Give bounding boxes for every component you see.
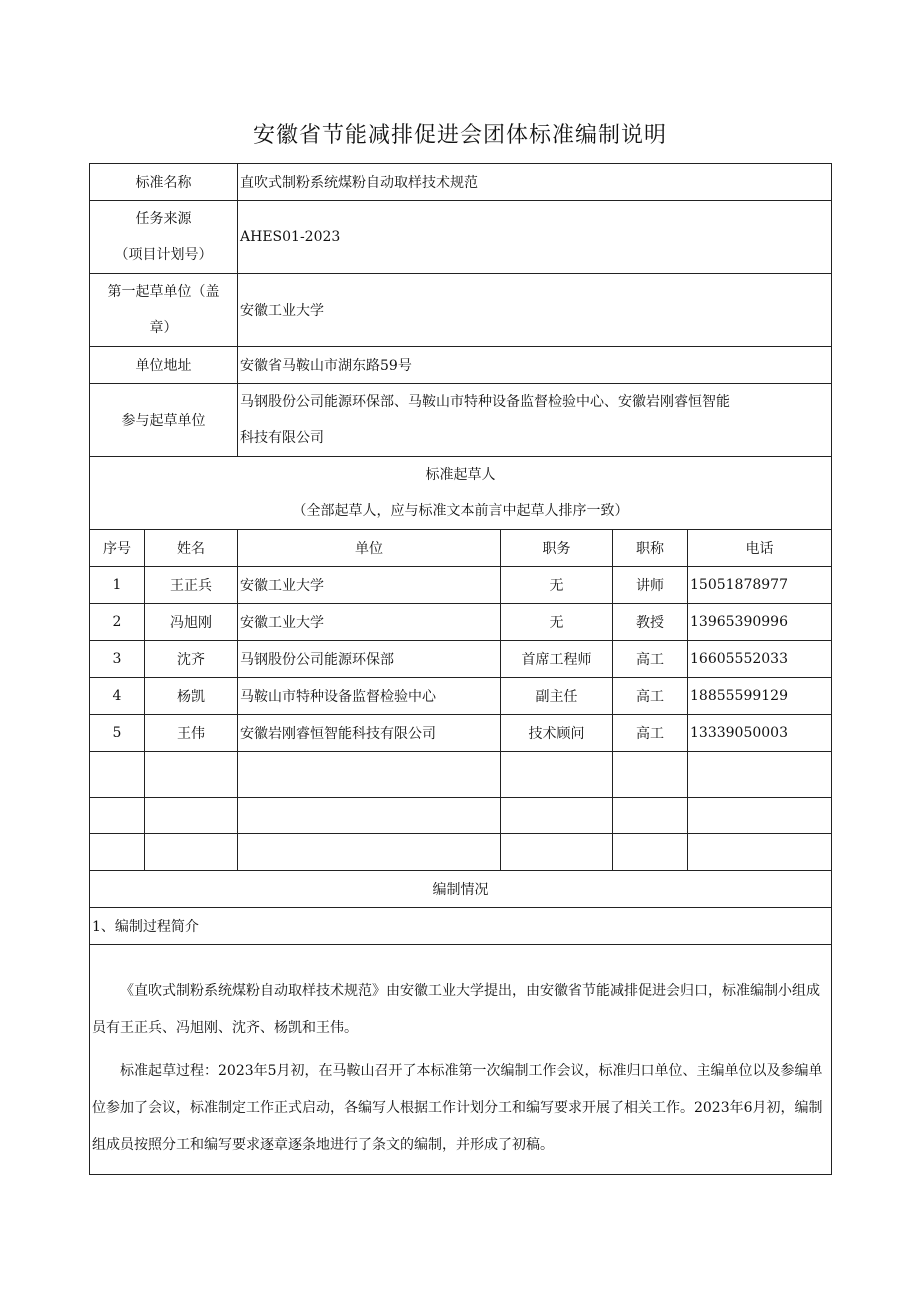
empty-cell: [145, 752, 238, 798]
drafter-name: 沈齐: [145, 641, 238, 678]
drafter-phone: 18855599129: [688, 678, 832, 715]
column-header: 序号: [90, 530, 145, 567]
compile-body: [90, 945, 832, 1175]
task-source-label-line2: （项目计划号）: [114, 247, 213, 263]
drafter-name: 王正兵: [145, 567, 238, 604]
task-source-label: [90, 201, 238, 274]
drafter-title: 高工: [613, 678, 688, 715]
empty-cell: [688, 752, 832, 798]
page-title: 安徽省节能减排促进会团体标准编制说明: [252, 123, 667, 148]
empty-cell: [501, 798, 613, 834]
drafter-phone: 15051878977: [688, 567, 832, 604]
drafter-index: 4: [90, 678, 145, 715]
drafter-index: 1: [90, 567, 145, 604]
participants-label: 参与起草单位: [90, 384, 238, 457]
task-source-row: [90, 201, 832, 274]
drafters-heading-title: 标准起草人: [425, 467, 496, 483]
column-header: 职务: [501, 530, 613, 567]
first-drafter-row: [90, 274, 832, 347]
drafters-heading: [90, 457, 832, 530]
drafter-phone: 13965390996: [688, 604, 832, 641]
drafters-heading-row: [90, 457, 832, 530]
task-source-value: AHES01-2023: [238, 201, 832, 274]
empty-cell: [238, 798, 501, 834]
standard-name-value: 直吹式制粉系统煤粉自动取样技术规范: [238, 164, 832, 201]
drafter-position: 技术顾问: [501, 715, 613, 752]
empty-table-row: [90, 752, 832, 798]
compile-paragraph-2: 标准起草过程：2023年5月初，在马鞍山召开了本标准第一次编制工作会议，标准归口单位、主编单位以及参编单位参加了会议，标准制定工作正式启动，各编写人根据工作计划分工和编写要求开展了相关工作。2023年6月初，编制组成员按照分工和编写要求逐章逐条地进行了条文的编制，并形成了初稿。: [92, 1063, 823, 1153]
drafter-unit: 马钢股份公司能源环保部: [238, 641, 501, 678]
drafters-heading-note: （全部起草人，应与标准文本前言中起草人排序一致）: [292, 503, 629, 519]
drafter-name: 杨凯: [145, 678, 238, 715]
standard-name-row: [90, 164, 832, 201]
table-row: [90, 567, 832, 604]
empty-cell: [501, 752, 613, 798]
empty-cell: [613, 834, 688, 871]
table-row: [90, 678, 832, 715]
column-header: 单位: [238, 530, 501, 567]
address-value: 安徽省马鞍山市湖东路59号: [238, 347, 832, 384]
drafter-index: 2: [90, 604, 145, 641]
drafters-header-row: [90, 530, 832, 567]
standard-name-label: 标准名称: [90, 164, 238, 201]
first-drafter-label-line1: 第一起草单位（盖: [107, 284, 220, 300]
empty-cell: [145, 798, 238, 834]
empty-cell: [501, 834, 613, 871]
participants-value: [238, 384, 832, 457]
empty-cell: [238, 834, 501, 871]
compile-section-row: [90, 908, 832, 945]
drafter-position: 副主任: [501, 678, 613, 715]
drafter-title: 高工: [613, 641, 688, 678]
drafter-unit: 安徽工业大学: [238, 567, 501, 604]
drafter-unit: 马鞍山市特种设备监督检验中心: [238, 678, 501, 715]
column-header: 姓名: [145, 530, 238, 567]
drafter-phone: 16605552033: [688, 641, 832, 678]
table-row: [90, 641, 832, 678]
empty-table-row: [90, 834, 832, 871]
compile-section-title: 1、编制过程简介: [90, 908, 832, 945]
compile-heading-row: [90, 871, 832, 908]
participants-line1: 马钢股份公司能源环保部、马鞍山市特种设备监督检验中心、安徽岩刚睿恒智能: [240, 394, 730, 410]
compile-heading: 编制情况: [90, 871, 832, 908]
drafter-name: 王伟: [145, 715, 238, 752]
drafter-index: 5: [90, 715, 145, 752]
drafter-position: 无: [501, 567, 613, 604]
drafter-title: 高工: [613, 715, 688, 752]
drafter-unit: 安徽岩刚睿恒智能科技有限公司: [238, 715, 501, 752]
drafter-title: 讲师: [613, 567, 688, 604]
compile-paragraph-1: 《直吹式制粉系统煤粉自动取样技术规范》由安徽工业大学提出，由安徽省节能减排促进会归口，标准编制小组成员有王正兵、冯旭刚、沈齐、杨凯和王伟。: [92, 983, 820, 1036]
first-drafter-value: 安徽工业大学: [238, 274, 832, 347]
address-row: [90, 347, 832, 384]
first-drafter-label-line2: 章）: [149, 320, 178, 336]
empty-cell: [90, 752, 145, 798]
empty-cell: [90, 834, 145, 871]
standard-info-table: [89, 163, 832, 1175]
empty-cell: [238, 752, 501, 798]
drafter-index: 3: [90, 641, 145, 678]
column-header: 职称: [613, 530, 688, 567]
empty-cell: [613, 752, 688, 798]
drafter-position: 无: [501, 604, 613, 641]
participants-line2: 科技有限公司: [240, 430, 324, 446]
participants-row: [90, 384, 832, 457]
first-drafter-label: [90, 274, 238, 347]
task-source-label-line1: 任务来源: [135, 211, 192, 227]
empty-cell: [688, 798, 832, 834]
drafter-name: 冯旭刚: [145, 604, 238, 641]
empty-cell: [145, 834, 238, 871]
address-label: 单位地址: [90, 347, 238, 384]
drafter-phone: 13339050003: [688, 715, 832, 752]
empty-cell: [613, 798, 688, 834]
table-row: [90, 604, 832, 641]
drafter-unit: 安徽工业大学: [238, 604, 501, 641]
drafter-position: 首席工程师: [501, 641, 613, 678]
compile-body-row: [90, 945, 832, 1175]
empty-table-row: [90, 798, 832, 834]
drafter-title: 教授: [613, 604, 688, 641]
column-header: 电话: [688, 530, 832, 567]
empty-cell: [90, 798, 145, 834]
table-row: [90, 715, 832, 752]
empty-cell: [688, 834, 832, 871]
